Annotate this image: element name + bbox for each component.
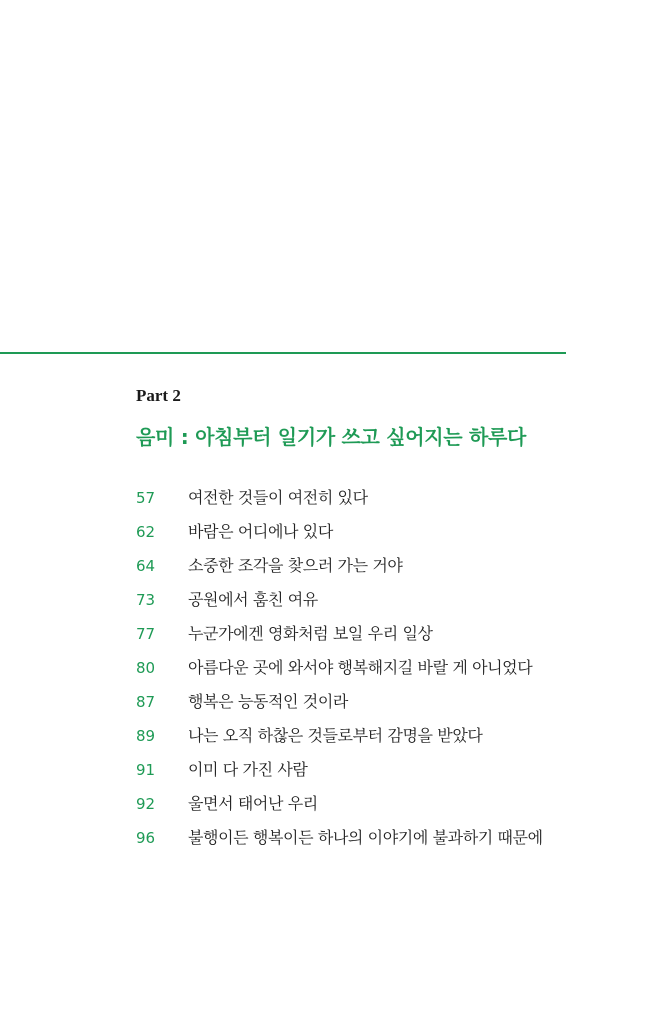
toc-entry[interactable] xyxy=(136,485,616,519)
toc-entry[interactable] xyxy=(136,825,616,859)
toc-entry-title: 이미 다 가진 사람 xyxy=(188,760,308,779)
toc-page-number: 92 xyxy=(136,795,156,813)
toc-page-number: 77 xyxy=(136,625,156,643)
toc-page-number: 80 xyxy=(136,659,156,677)
toc-entry[interactable] xyxy=(136,689,616,723)
toc-page-number: 91 xyxy=(136,761,156,779)
toc-entry-title: 누군가에겐 영화처럼 보일 우리 일상 xyxy=(188,624,433,643)
part-label: Part 2 xyxy=(136,386,181,405)
toc-page-number: 87 xyxy=(136,693,156,711)
part-title: 음미 : 아침부터 일기가 쓰고 싶어지는 하루다 xyxy=(136,425,527,449)
toc-entry[interactable] xyxy=(136,553,616,587)
toc-page-number: 57 xyxy=(136,489,156,507)
toc-entry-title: 바람은 어디에나 있다 xyxy=(188,522,333,541)
section-divider-rule xyxy=(0,352,566,354)
toc-entry-title: 불행이든 행복이든 하나의 이야기에 불과하기 때문에 xyxy=(188,828,543,847)
toc-page-number: 96 xyxy=(136,829,156,847)
toc-entry-title: 여전한 것들이 여전히 있다 xyxy=(188,488,368,507)
toc-page-number: 89 xyxy=(136,727,156,745)
toc-entry[interactable] xyxy=(136,723,616,757)
toc-entry-title: 공원에서 훔친 여유 xyxy=(188,590,318,609)
toc-page-number: 62 xyxy=(136,523,156,541)
toc-page-number: 73 xyxy=(136,591,156,609)
toc-entry[interactable] xyxy=(136,655,616,689)
toc-entry-title: 나는 오직 하찮은 것들로부터 감명을 받았다 xyxy=(188,726,483,745)
toc-entry-title: 울면서 태어난 우리 xyxy=(188,794,318,813)
toc-entry-title: 행복은 능동적인 것이라 xyxy=(188,692,348,711)
toc-entry-title: 소중한 조각을 찾으러 가는 거야 xyxy=(188,556,403,575)
toc-page-number: 64 xyxy=(136,557,156,575)
toc-entry[interactable] xyxy=(136,621,616,655)
toc-entry[interactable] xyxy=(136,519,616,553)
table-of-contents xyxy=(136,485,616,859)
toc-entry-title: 아름다운 곳에 와서야 행복해지길 바랄 게 아니었다 xyxy=(188,658,533,677)
toc-entry[interactable] xyxy=(136,791,616,825)
toc-entry[interactable] xyxy=(136,587,616,621)
toc-entry[interactable] xyxy=(136,757,616,791)
